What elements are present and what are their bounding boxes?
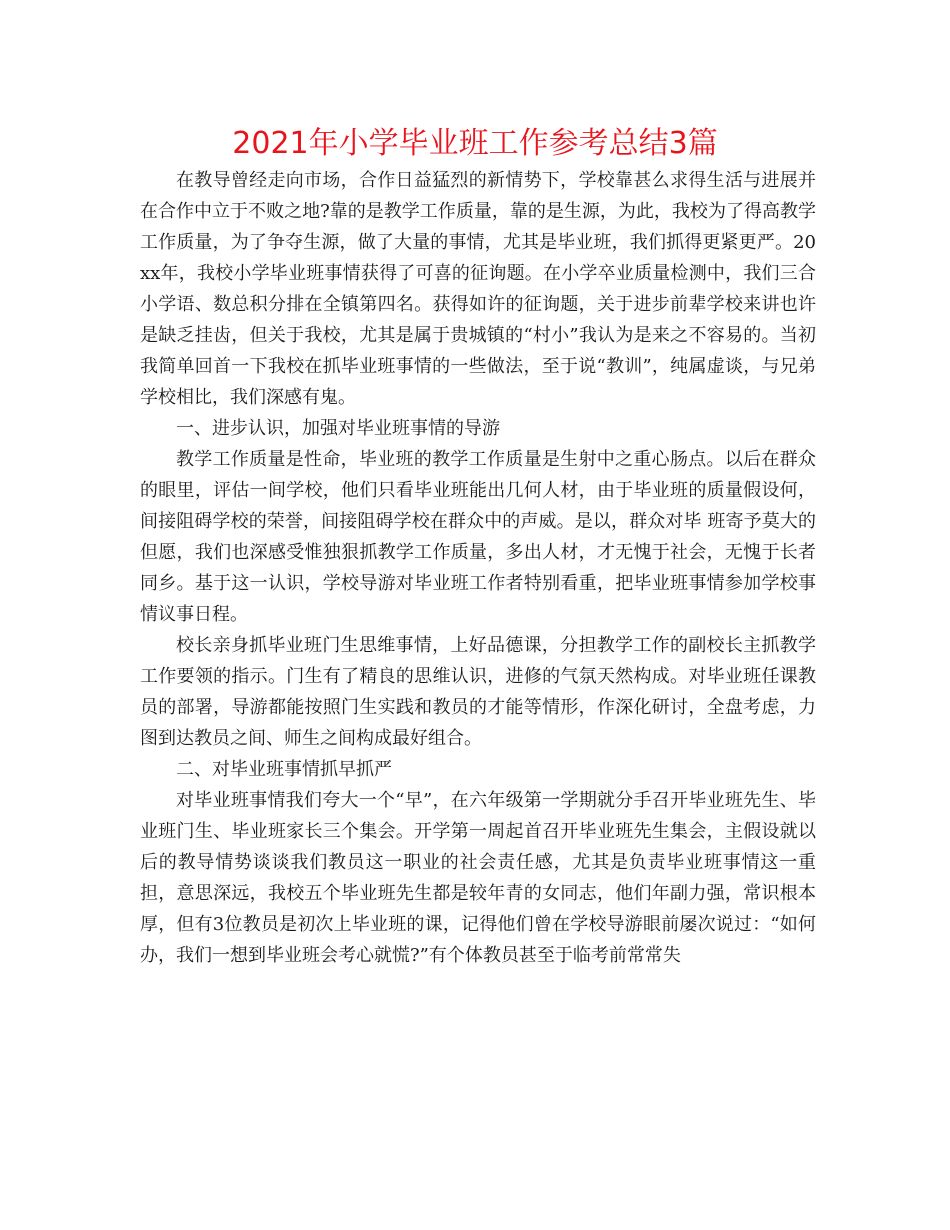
paragraph-section-2-a: 对毕业班事情我们夸大一个“早”，在六年级第一学期就分手召开毕业班先生、毕业班门生、毕业班家长三个集会。开学第一周起首召开毕业班先生集会，主假设就以后的教导情势谈谈我们教员这一职业的社会责任感，尤其是负责毕业班事情这一重担，意思深远，我校五个毕业班先生都是较年青的女同志，他们年副力强，常识根本厚，但有3位教员是初次上毕业班的课，记得他们曾在学校导游眼前屡次说过：“如何办，我们一想到毕业班会考心就慌?”有个体教员甚至于临考前常常失 [140, 790, 816, 966]
paragraph-section-1-a: 教学工作质量是性命，毕业班的教学工作质量是生射中之重心肠点。以后在群众的眼里，评估一间学校，他们只看毕业班能出几何人材，由于毕业班的质量假设何，间接阻碍学校的荣誉，间接阻碍学校在群众中的声威。是以，群众对毕 班寄予莫大的但愿，我们也深感受惟独狠抓教学工作质量，多出人材，才无愧于社会，无愧于长者同乡。基于这一认识，学校导游对毕业班工作者特别看重，把毕业班事情参加学校事情议事日程。 [140, 449, 816, 625]
document-title: 2021年小学毕业班工作参考总结3篇 [232, 126, 718, 161]
paragraph-section-1-b: 校长亲身抓毕业班门生思维事情，上好品德课，分担教学工作的副校长主抓教学工作要领的指示。门生有了精良的思维认识，进修的气氛天然构成。对毕业班任课教员的部署，导游都能按照门生实践和教员的才能等情形，作深化研讨，全盘考虑，力图到达教员之间、师生之间构成最好组合。 [140, 635, 816, 749]
section-heading-2: 二、对毕业班事情抓早抓严 [176, 759, 392, 780]
section-heading-1: 一、进步认识，加强对毕业班事情的导游 [176, 418, 500, 439]
document-body [140, 165, 816, 971]
paragraph-intro: 在教导曾经走向市场，合作日益猛烈的新情势下，学校靠甚么求得生活与进展并在合作中立于不败之地?靠的是教学工作质量，靠的是生源，为此，我校为了得高教学工作质量，为了争夺生源，做了大量的事情，尤其是毕业班，我们抓得更紧更严。20xx年，我校小学毕业班事情获得了可喜的征询题。在小学卒业质量检测中，我们三合小学语、数总积分排在全镇第四名。获得如许的征询题，关于进步前辈学校来讲也许是缺乏挂齿，但关于我校，尤其是属于贵城镇的“村小”我认为是来之不容易的。当初我简单回首一下我校在抓毕业班事情的一些做法，至于说“教训”，纯属虚谈，与兄弟学校相比，我们深感有鬼。 [140, 170, 816, 408]
